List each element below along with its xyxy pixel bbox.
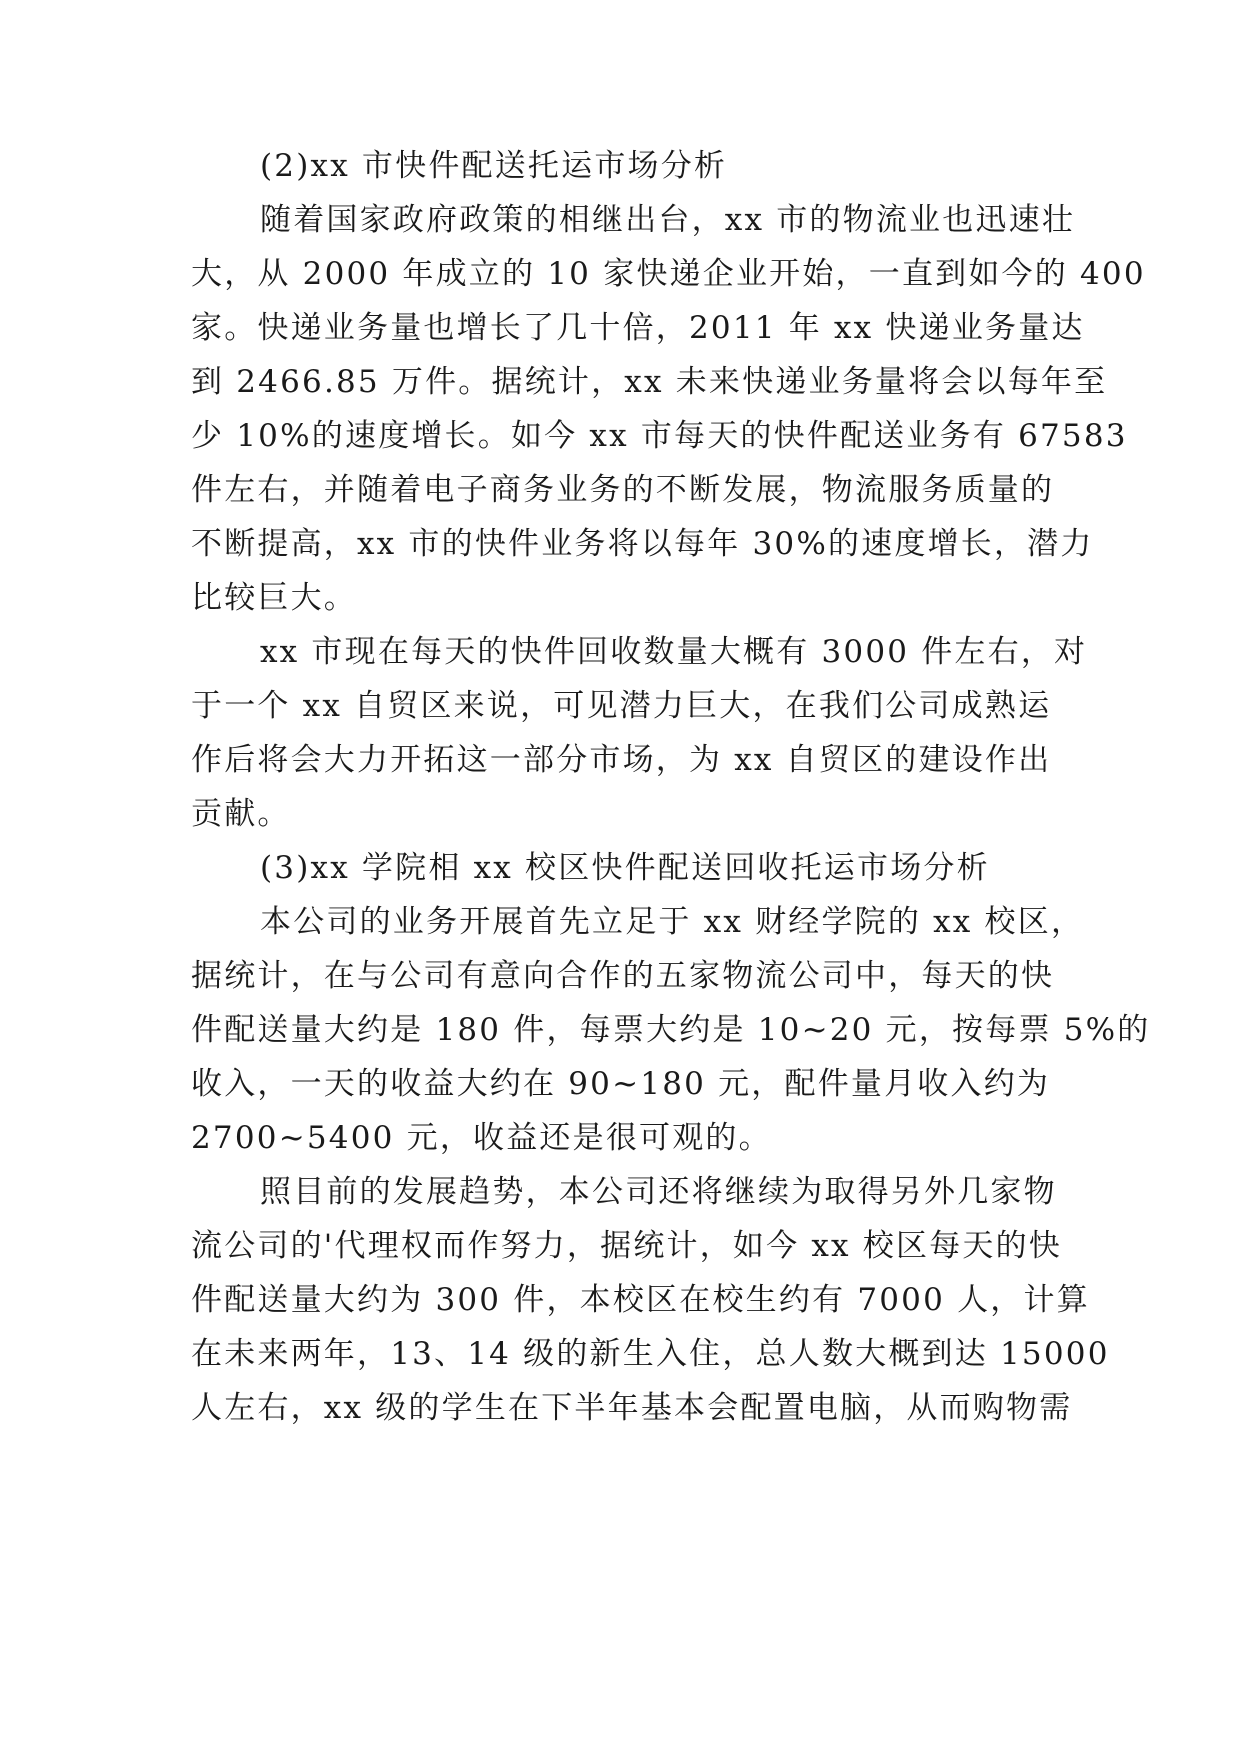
paragraph-line: 少 10%的速度增长。如今 xx 市每天的快件配送业务有 67583 [191, 418, 1128, 454]
paragraph-line: 到 2466.85 万件。据统计，xx 未来快递业务量将会以每年至 [191, 364, 1108, 400]
paragraph-line: 于一个 xx 自贸区来说，可见潜力巨大，在我们公司成熟运 [191, 688, 1052, 724]
paragraph-line: 随着国家政府政策的相继出台，xx 市的物流业也迅速壮 [260, 202, 1076, 238]
paragraph-line: xx 市现在每天的快件回收数量大概有 3000 件左右，对 [260, 634, 1088, 670]
paragraph-line: 贡献。 [191, 796, 291, 832]
paragraph-line: 流公司的'代理权而作努力，据统计，如今 xx 校区每天的快 [191, 1228, 1062, 1264]
paragraph-line: 照目前的发展趋势，本公司还将继续为取得另外几家物 [260, 1174, 1057, 1210]
paragraph-line: 作后将会大力开拓这一部分市场，为 xx 自贸区的建设作出 [191, 742, 1052, 778]
paragraph-line: 件配送量大约为 300 件，本校区在校生约有 7000 人，计算 [191, 1282, 1090, 1318]
section-heading-2: (2)xx 市快件配送托运市场分析 [260, 148, 728, 184]
paragraph-line: 件左右，并随着电子商务业务的不断发展，物流服务质量的 [191, 472, 1055, 508]
section-heading-3: (3)xx 学院相 xx 校区快件配送回收托运市场分析 [260, 850, 990, 886]
paragraph-line: 2700~5400 元，收益还是很可观的。 [191, 1120, 772, 1156]
paragraph-line: 家。快递业务量也增长了几十倍，2011 年 xx 快递业务量达 [191, 310, 1085, 346]
paragraph-line: 比较巨大。 [191, 580, 357, 616]
paragraph-line: 人左右，xx 级的学生在下半年基本会配置电脑，从而购物需 [191, 1390, 1073, 1426]
paragraph-line: 件配送量大约是 180 件，每票大约是 10~20 元，按每票 5%的 [191, 1012, 1151, 1048]
paragraph-line: 不断提高，xx 市的快件业务将以每年 30%的速度增长，潜力 [191, 526, 1094, 562]
paragraph-line: 收入，一天的收益大约在 90~180 元，配件量月收入约为 [191, 1066, 1051, 1102]
paragraph-line: 据统计，在与公司有意向合作的五家物流公司中，每天的快 [191, 958, 1055, 994]
paragraph-line: 大，从 2000 年成立的 10 家快递企业开始，一直到如今的 400 [191, 256, 1146, 292]
paragraph-line: 本公司的业务开展首先立足于 xx 财经学院的 xx 校区， [260, 904, 1085, 940]
paragraph-line: 在未来两年，13、14 级的新生入住，总人数大概到达 15000 [191, 1336, 1110, 1372]
